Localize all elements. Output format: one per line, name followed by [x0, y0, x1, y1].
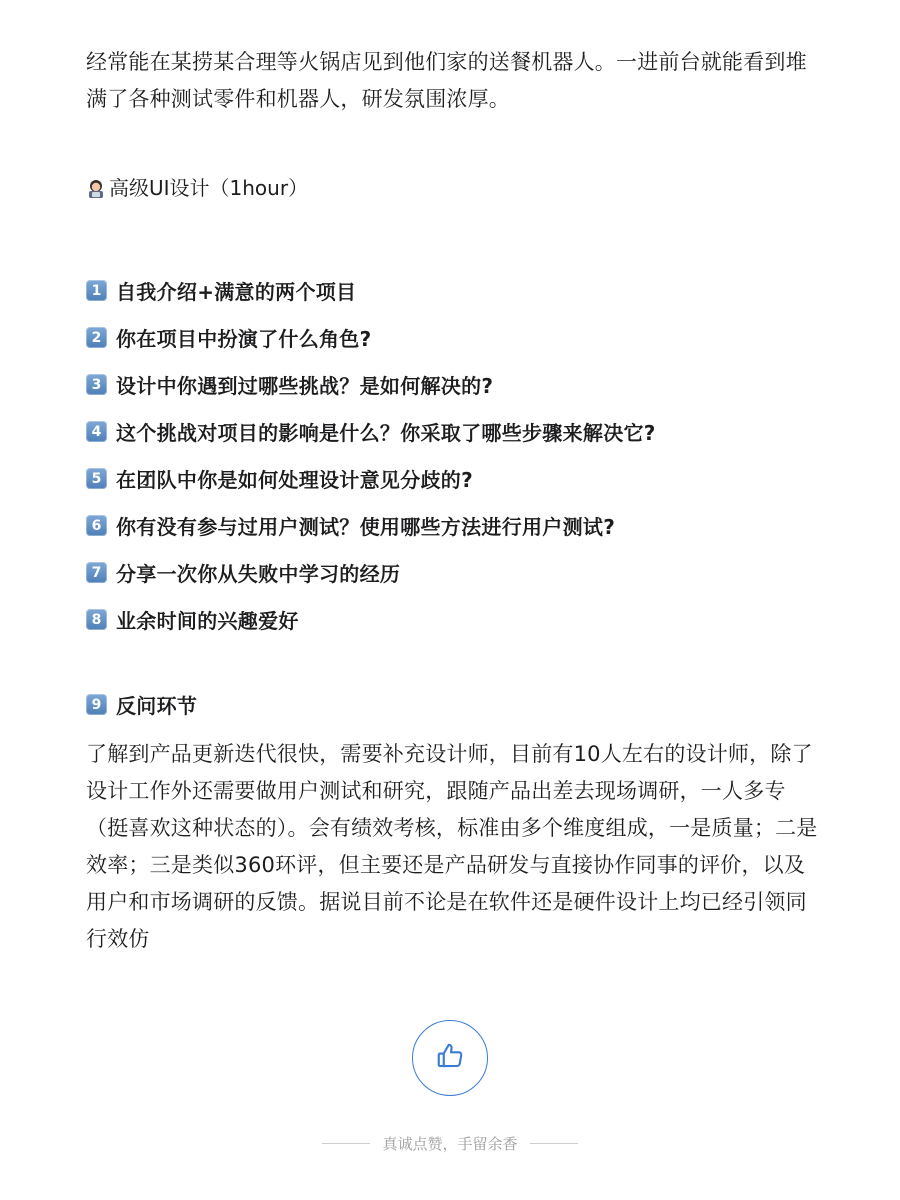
question-item — [86, 314, 826, 361]
question-text: 在团队中你是如何处理设计意见分歧的? — [116, 468, 474, 492]
like-button[interactable] — [412, 1020, 488, 1096]
woman-technologist-emoji-icon — [86, 178, 106, 198]
question-item — [86, 408, 826, 455]
question-text: 这个挑战对项目的影响是什么？你采取了哪些步骤来解决它? — [116, 421, 656, 445]
reverse-question-heading — [86, 681, 826, 728]
article-body — [86, 44, 826, 958]
question-text: 自我介绍+满意的两个项目 — [116, 280, 357, 304]
question-item — [86, 549, 826, 596]
intro-paragraph: 经常能在某捞某合理等火锅店见到他们家的送餐机器人。一进前台就能看到堆满了各种测试零件和机器人，研发氛围浓厚。 — [86, 50, 807, 111]
number-badge-icon: 5 — [86, 468, 107, 489]
question-text: 分享一次你从失败中学习的经历 — [116, 562, 401, 586]
number-badge-icon: 9 — [86, 694, 107, 715]
footer — [0, 1133, 900, 1154]
question-item — [86, 267, 826, 314]
spacer — [86, 643, 826, 681]
question-text: 你有没有参与过用户测试？使用哪些方法进行用户测试? — [116, 515, 616, 539]
question-item — [86, 455, 826, 502]
spacer — [86, 728, 826, 736]
number-badge-icon: 1 — [86, 280, 107, 301]
number-badge-icon: 3 — [86, 374, 107, 395]
section-title: 高级UI设计（1hour） — [109, 176, 309, 200]
question-text: 你在项目中扮演了什么角色? — [116, 327, 372, 351]
question-item — [86, 361, 826, 408]
number-badge-icon: 6 — [86, 515, 107, 536]
number-badge-icon: 7 — [86, 562, 107, 583]
number-badge-icon: 4 — [86, 421, 107, 442]
footer-divider-left — [322, 1143, 370, 1144]
section-heading — [86, 173, 826, 203]
spacer — [86, 203, 826, 267]
number-badge-icon: 2 — [86, 327, 107, 348]
number-badge-icon: 8 — [86, 609, 107, 630]
spacer — [86, 118, 826, 173]
question-item — [86, 502, 826, 549]
footer-divider-right — [530, 1143, 578, 1144]
question-text: 业余时间的兴趣爱好 — [116, 609, 299, 633]
reverse-paragraph: 了解到产品更新迭代很快，需要补充设计师，目前有10人左右的设计师，除了设计工作外还需要做用户测试和研究，跟随产品出差去现场调研，一人多专（挺喜欢这种状态的）。会有绩效考核，标准由多个维度组成，一是质量；二是效率；三是类似360环评，但主要还是产品研发与直接协作同事的评价，以及用户和市场调研的反馈。据说目前不论是在软件还是硬件设计上均已经引领同行效仿 — [86, 742, 818, 951]
footer-text: 真诚点赞，手留余香 — [382, 1135, 518, 1153]
question-list — [86, 267, 826, 643]
question-item — [86, 596, 826, 643]
question-text: 设计中你遇到过哪些挑战？是如何解决的? — [116, 374, 494, 398]
reverse-question-title: 反问环节 — [116, 694, 198, 718]
like-area — [0, 1020, 900, 1096]
thumbs-up-icon — [435, 1041, 465, 1075]
